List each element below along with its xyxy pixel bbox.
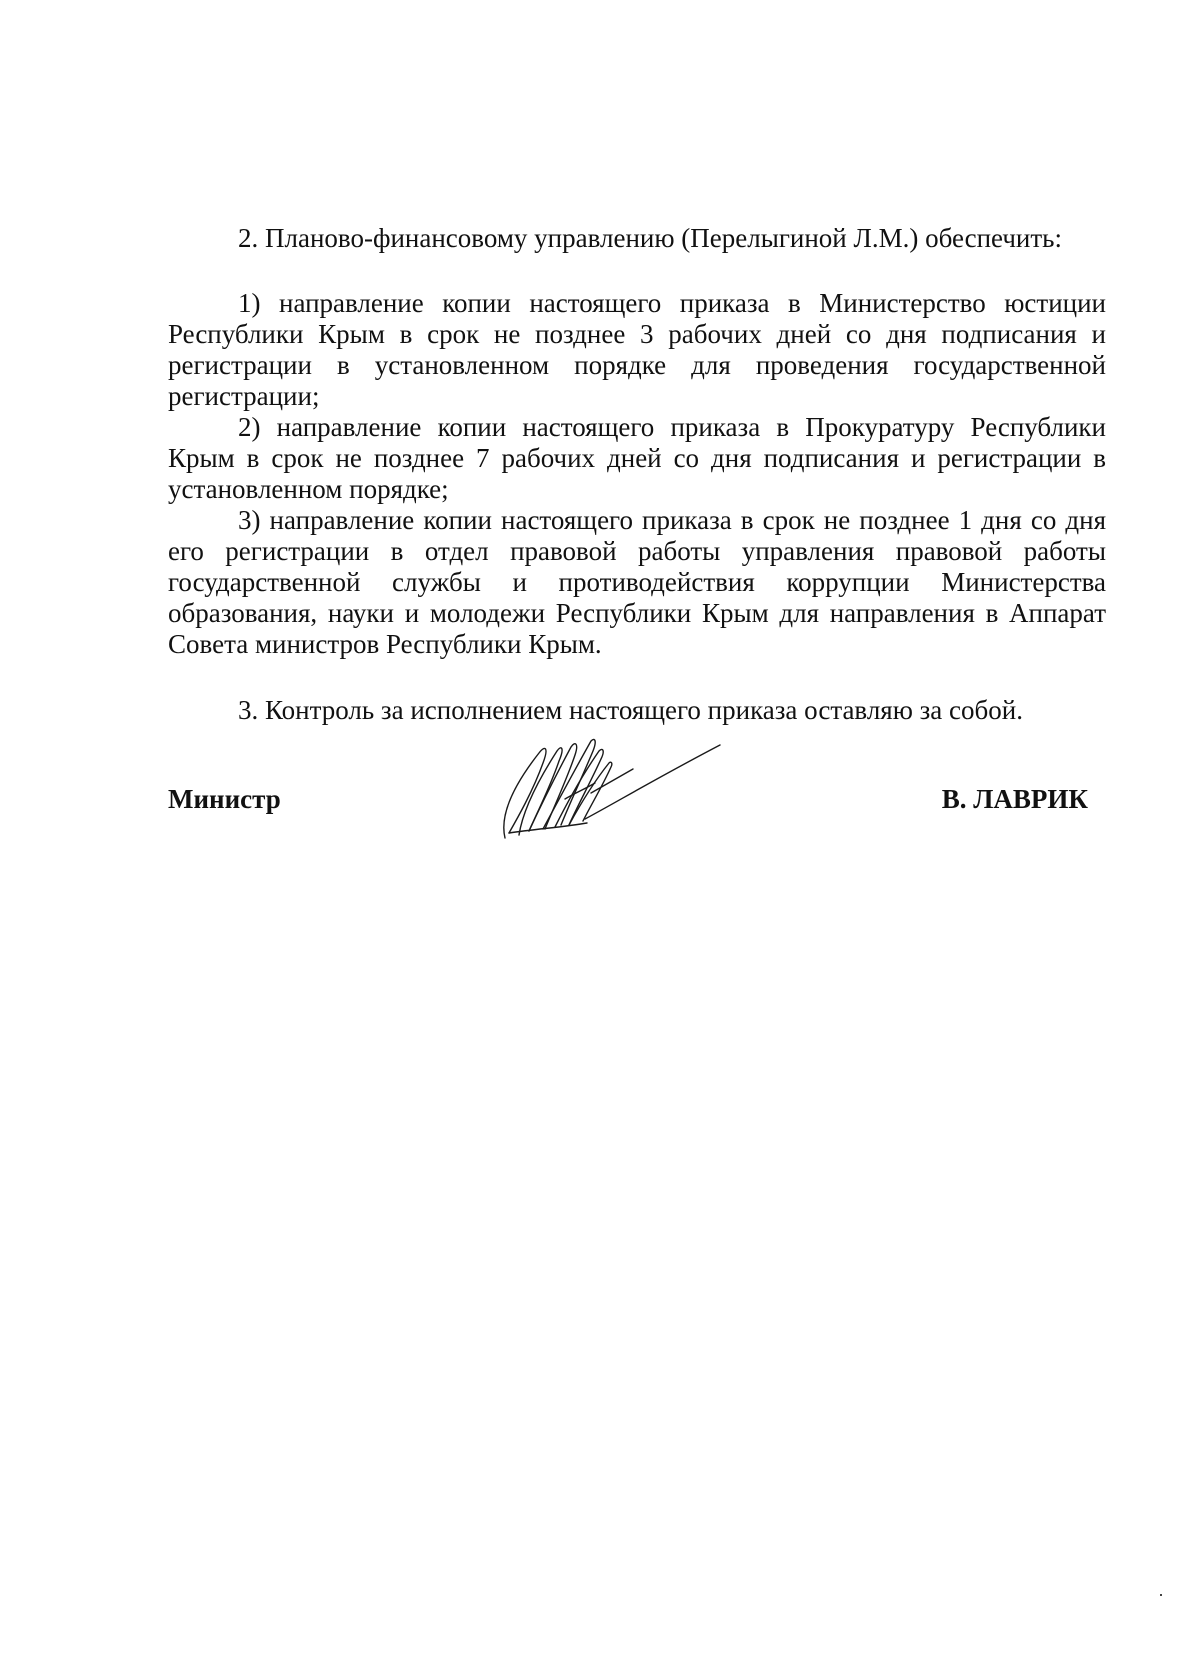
scan-speck <box>1160 1594 1162 1596</box>
subitem-2: 2) направление копии настоящего приказа в Прокуратуру Республики Крым в срок не позднее 7 рабочих дней со дня подписания и регистрации в установленном порядке; <box>168 412 1106 504</box>
signature-row <box>168 784 1088 824</box>
section-3-text: 3. Контроль за исполнением настоящего приказа оставляю за собой. <box>238 695 1023 725</box>
section-2-text: 2. Планово-финансовому управлению (Перелыгиной Л.М.) обеспечить: <box>238 223 1062 253</box>
subitems-list <box>168 288 1106 660</box>
signer-title: Министр <box>168 784 281 814</box>
subitem-3: 3) направление копии настоящего приказа в срок не позднее 1 дня со дня его регистрации в отдел правовой работы управления правовой работы государственной службы и противодействия коррупции Министерства образования, науки и молодежи Республики Крым для направления в Аппарат Совета министров Республики Крым. <box>168 505 1106 659</box>
section-2 <box>168 223 1106 254</box>
subitem-1: 1) направление копии настоящего приказа в Министерство юстиции Республики Крым в срок не позднее 3 рабочих дней со дня подписания и регистрации в установленном порядке для проведения государственной регистрации; <box>168 288 1106 411</box>
signer-name: В. ЛАВРИК <box>941 784 1088 814</box>
section-3 <box>168 695 1106 726</box>
